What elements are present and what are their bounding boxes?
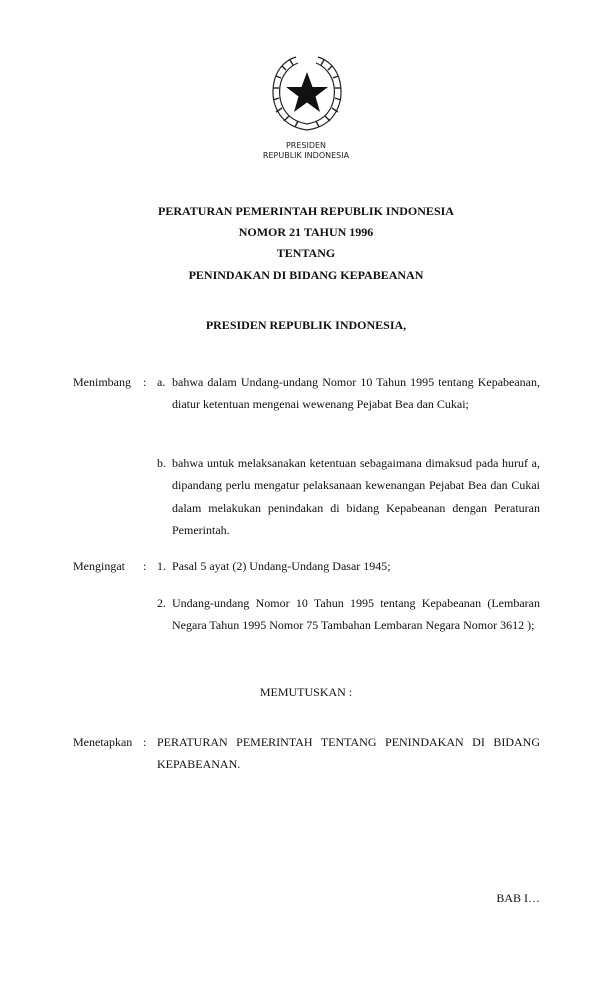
title-line2: NOMOR 21 TAHUN 1996 (238, 225, 374, 239)
president-heading: PRESIDEN REPUBLIK INDONESIA, (205, 318, 407, 332)
item-marker: 1. (157, 559, 166, 573)
menimbang-label: Menimbang (73, 375, 131, 389)
item-marker: b. (157, 456, 166, 470)
menetapkan-text: PERATURAN PEMERINTAH TENTANG PENINDAKAN DI BIDANG KEPABEANAN. (157, 735, 540, 772)
menimbang-item-b: bahwa untuk melaksanakan ketentuan sebagaimana dimaksud pada huruf a, dipandang perlu mengatur pelaksanaan kewenangan Pejabat Bea dan Cukai dalam melakukan penindakan di bidang Kepabeanan dengan Peraturan Pemerintah. (172, 456, 540, 537)
title-line4: PENINDAKAN DI BIDANG KEPABEANAN (188, 268, 424, 282)
title-line3: TENTANG (276, 246, 336, 260)
emblem-caption-line1: PRESIDEN (285, 141, 327, 150)
emblem-caption-line2: REPUBLIK INDONESIA (262, 151, 350, 160)
presidential-emblem (268, 52, 346, 134)
menetapkan-colon: : (143, 735, 147, 749)
mengingat-colon: : (143, 559, 147, 573)
next-page-reference: BAB I… (496, 891, 540, 905)
mengingat-label: Mengingat (73, 559, 125, 573)
menimbang-item-a: bahwa dalam Undang-undang Nomor 10 Tahun 1995 tentang Kepabeanan, diatur ketentuan mengenai wewenang Pejabat Bea dan Cukai; (172, 375, 540, 412)
star-icon (286, 72, 328, 112)
item-marker: a. (157, 375, 166, 389)
item-marker: 2. (157, 596, 166, 610)
menetapkan-label: Menetapkan (73, 735, 133, 749)
mengingat-item-1: Pasal 5 ayat (2) Undang-Undang Dasar 1945; (172, 559, 391, 573)
memutuskan-heading: MEMUTUSKAN : (259, 685, 353, 699)
menimbang-colon: : (143, 375, 147, 389)
title-line1: PERATURAN PEMERINTAH REPUBLIK INDONESIA (158, 204, 454, 218)
mengingat-item-2: Undang-undang Nomor 10 Tahun 1995 tentang Kepabeanan (Lembaran Negara Tahun 1995 Nomor 75 Tambahan Lembaran Negara Nomor 3612 ); (172, 596, 540, 633)
